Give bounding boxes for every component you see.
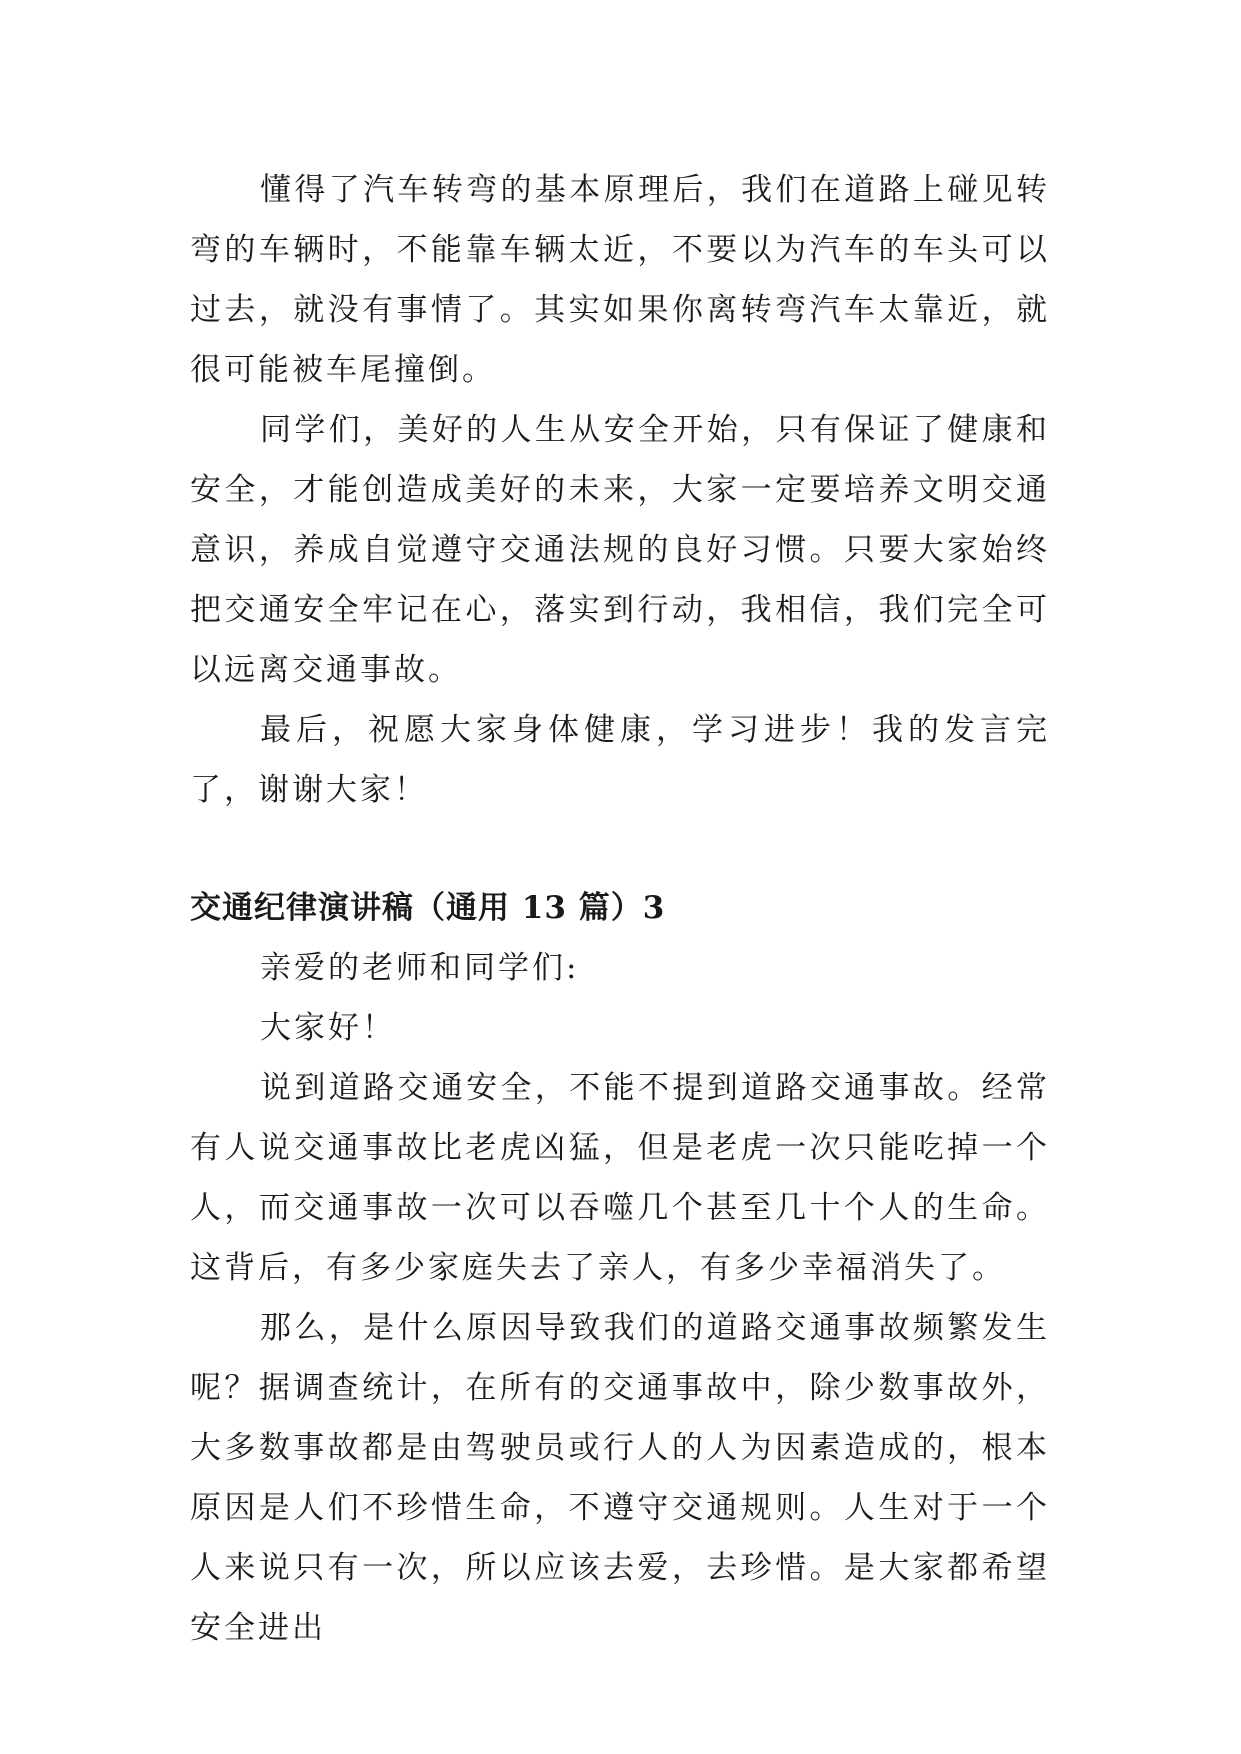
greeting: 大家好！ — [260, 1010, 396, 1046]
paragraph-accident-causes: 那么，是什么原因导致我们的道路交通事故频繁发生呢？据调查统计，在所有的交通事故中，除少数事故外，大多数事故都是由驾驶员或行人的人为因素造成的，根本原因是人们不珍惜生命，不遵守交通规则。人生对于一个人来说只有一次，所以应该去爱，去珍惜。是大家都希望安全进出 — [190, 1310, 1050, 1646]
document-page — [190, 160, 1050, 1658]
paragraph-traffic-accidents: 说到道路交通安全，不能不提到道路交通事故。经常有人说交通事故比老虎凶猛，但是老虎一次只能吃掉一个人，而交通事故一次可以吞噬几个甚至几十个人的生命。这背后，有多少家庭失去了亲人，有多少幸福消失了。 — [190, 1070, 1050, 1286]
paragraph-safe-life: 同学们，美好的人生从安全开始，只有保证了健康和安全，才能创造成美好的未来，大家一定要培养文明交通意识，养成自觉遵守交通法规的良好习惯。只要大家始终把交通安全牢记在心，落实到行动，我相信，我们完全可以远离交通事故。 — [190, 412, 1050, 688]
paragraph-closing: 最后，祝愿大家身体健康，学习进步！我的发言完了，谢谢大家！ — [190, 712, 1050, 808]
salutation: 亲爱的老师和同学们: — [260, 950, 580, 986]
section-heading: 交通纪律演讲稿（通用 13 篇）3 — [190, 890, 666, 926]
paragraph-turning-principle: 懂得了汽车转弯的基本原理后，我们在道路上碰见转弯的车辆时，不能靠车辆太近，不要以为汽车的车头可以过去，就没有事情了。其实如果你离转弯汽车太靠近，就很可能被车尾撞倒。 — [190, 172, 1050, 388]
